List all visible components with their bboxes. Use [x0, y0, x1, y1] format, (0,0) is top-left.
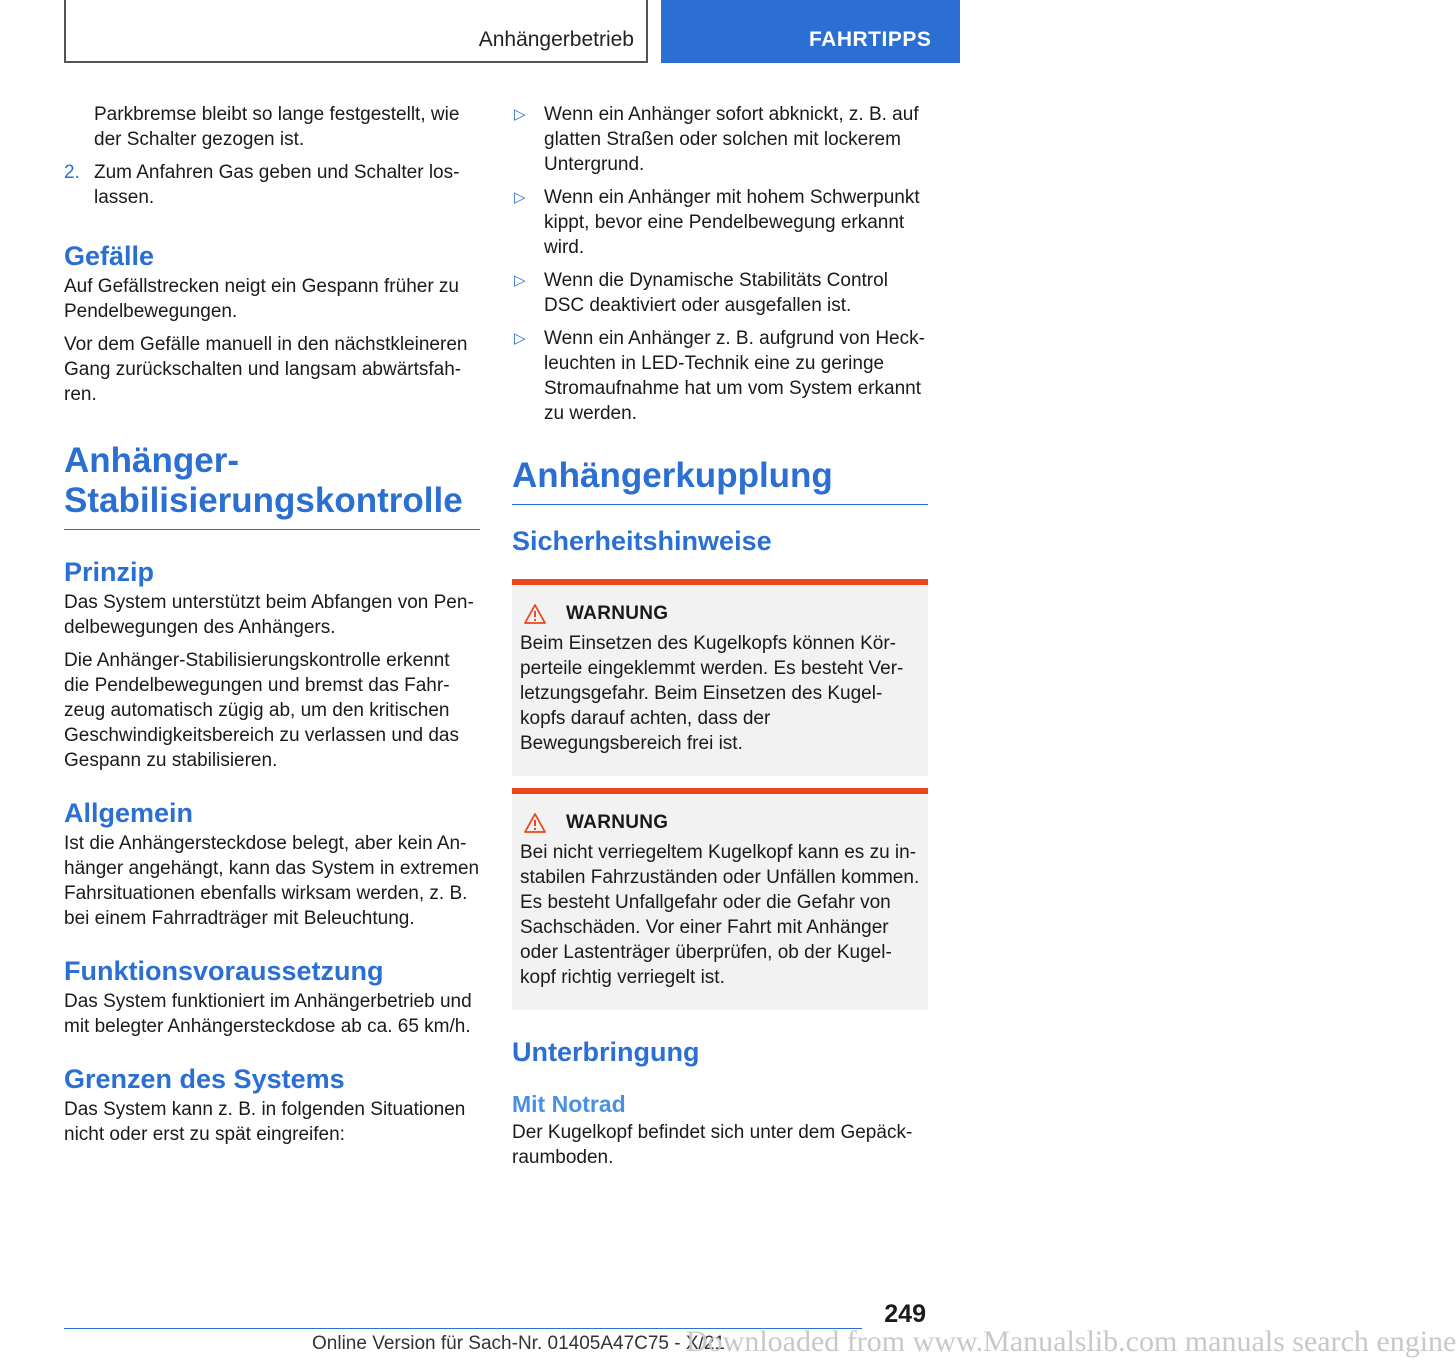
header-section-title: Anhängerbetrieb	[478, 28, 634, 51]
heading-sicherheitshinweise: Sicherheitshinweise	[512, 526, 772, 556]
heading-mit-notrad: Mit Notrad	[512, 1091, 626, 1117]
list-item	[512, 185, 928, 260]
grenzen-paragraph: Das System kann z. B. in folgenden Situationen nicht oder erst zu spät eingreifen:	[64, 1099, 466, 1145]
list-item-text: Wenn ein Anhänger mit hohem Schwerpunkt kippt, bevor eine Pendelbewegung erkannt wird.	[544, 187, 920, 258]
left-column	[64, 102, 480, 1147]
prinzip-paragraph-1: Das System unterstützt beim Abfangen von Pendelbewegungen des Anhängers.	[64, 592, 474, 638]
bullet-arrow-icon: ▷	[514, 272, 526, 289]
right-column	[512, 102, 928, 1170]
watermark: Downloaded from www.Manualslib.com manuals search engine	[686, 1325, 1456, 1358]
warning-1-text: Beim Einsetzen des Kugelkopfs können Körperteile eingeklemmt werden. Es besteht Verletzungsgefahr. Beim Einsetzen des Kugelkopfs darauf achten, dass der Bewegungsbereich frei ist.	[520, 633, 904, 754]
list-item	[512, 268, 928, 318]
warning-2-title: WARNUNG	[566, 812, 669, 833]
heading-stabilisierungskontrolle: Anhänger-Stabilisierungskontrolle	[64, 441, 480, 530]
warning-2-text: Bei nicht verriegeltem Kugelkopf kann es zu instabilen Fahrzuständen oder Unfällen kommen. Es besteht Unfallgefahr oder die Gefahr von Sachschäden. Vor einer Fahrt mit Anhänger oder Lastenträger überprüfen, ob der Kugelkopf richtig verriegelt ist.	[520, 842, 920, 988]
warning-1-title-row	[520, 603, 920, 625]
header-chapter-title: FAHRTIPPS	[809, 28, 932, 51]
warning-triangle-icon	[524, 604, 546, 624]
page-number: 249	[884, 1300, 926, 1328]
header-chapter-box	[661, 0, 960, 63]
heading-anhaengerkupplung: Anhängerkupplung	[512, 456, 928, 505]
list-item	[512, 102, 928, 177]
heading-funktionsvoraussetzung: Funktionsvoraussetzung	[64, 956, 384, 986]
bullet-arrow-icon: ▷	[514, 330, 526, 347]
bullet-arrow-icon: ▷	[514, 189, 526, 206]
heading-gefaelle: Gefälle	[64, 241, 155, 271]
list-item	[512, 326, 928, 426]
funktion-paragraph: Das System funktioniert im Anhängerbetrieb und mit belegter Anhängersteckdose ab ca. 65 km/h.	[64, 991, 472, 1037]
warning-box-1	[512, 579, 928, 776]
step-2-number: 2.	[64, 162, 80, 183]
prinzip-paragraph-2: Die Anhänger-Stabilisierungskontrolle erkennt die Pendelbewegungen und bremst das Fahrzeug automatisch zügig ab, um den kritischen Geschwindigkeitsbereich zu verlassen und das Gespann zu stabilisieren.	[64, 650, 459, 771]
allgemein-paragraph: Ist die Anhängersteckdose belegt, aber kein Anhänger angehängt, kann das System in extremen Fahrsituationen ebenfalls wirksam werden, z. B. bei einem Fahrradträger mit Beleuchtung.	[64, 833, 480, 929]
gefaelle-paragraph-2: Vor dem Gefälle manuell in den nächstkleineren Gang zurückschalten und langsam abwärtsfahren.	[64, 334, 468, 405]
warning-triangle-icon	[524, 813, 546, 833]
bullet-arrow-icon: ▷	[514, 106, 526, 123]
heading-unterbringung: Unterbringung	[512, 1037, 700, 1067]
notrad-paragraph: Der Kugelkopf befindet sich unter dem Gepäckraumboden.	[512, 1122, 913, 1168]
gefaelle-paragraph-1: Auf Gefällstrecken neigt ein Gespann früher zu Pendelbewegungen.	[64, 276, 460, 322]
header-section-box	[64, 0, 648, 63]
warning-1-title: WARNUNG	[566, 603, 669, 624]
list-item-text: Wenn die Dynamische Stabilitäts Control DSC deaktiviert oder ausgefallen ist.	[544, 270, 888, 316]
warning-box-2	[512, 788, 928, 1010]
warning-2-title-row	[520, 812, 920, 834]
footer-online-version: Online Version für Sach-Nr. 01405A47C75 - X/21	[312, 1333, 725, 1354]
step-2	[64, 160, 480, 210]
list-item-text: Wenn ein Anhänger sofort abknickt, z. B. auf glatten Straßen oder solchen mit lockerem Untergrund.	[544, 104, 919, 175]
heading-grenzen: Grenzen des Systems	[64, 1064, 345, 1094]
list-item-text: Wenn ein Anhänger z. B. aufgrund von Heckleuchten in LED-Technik eine zu geringe Stromaufnahme hat um vom System erkannt zu werden.	[544, 328, 925, 424]
heading-allgemein: Allgemein	[64, 798, 194, 828]
step-2-text: Zum Anfahren Gas geben und Schalter loslassen.	[94, 162, 460, 208]
step1-continuation: Parkbremse bleibt so lange festgestellt, wie der Schalter gezogen ist.	[94, 104, 460, 150]
heading-prinzip: Prinzip	[64, 557, 155, 587]
